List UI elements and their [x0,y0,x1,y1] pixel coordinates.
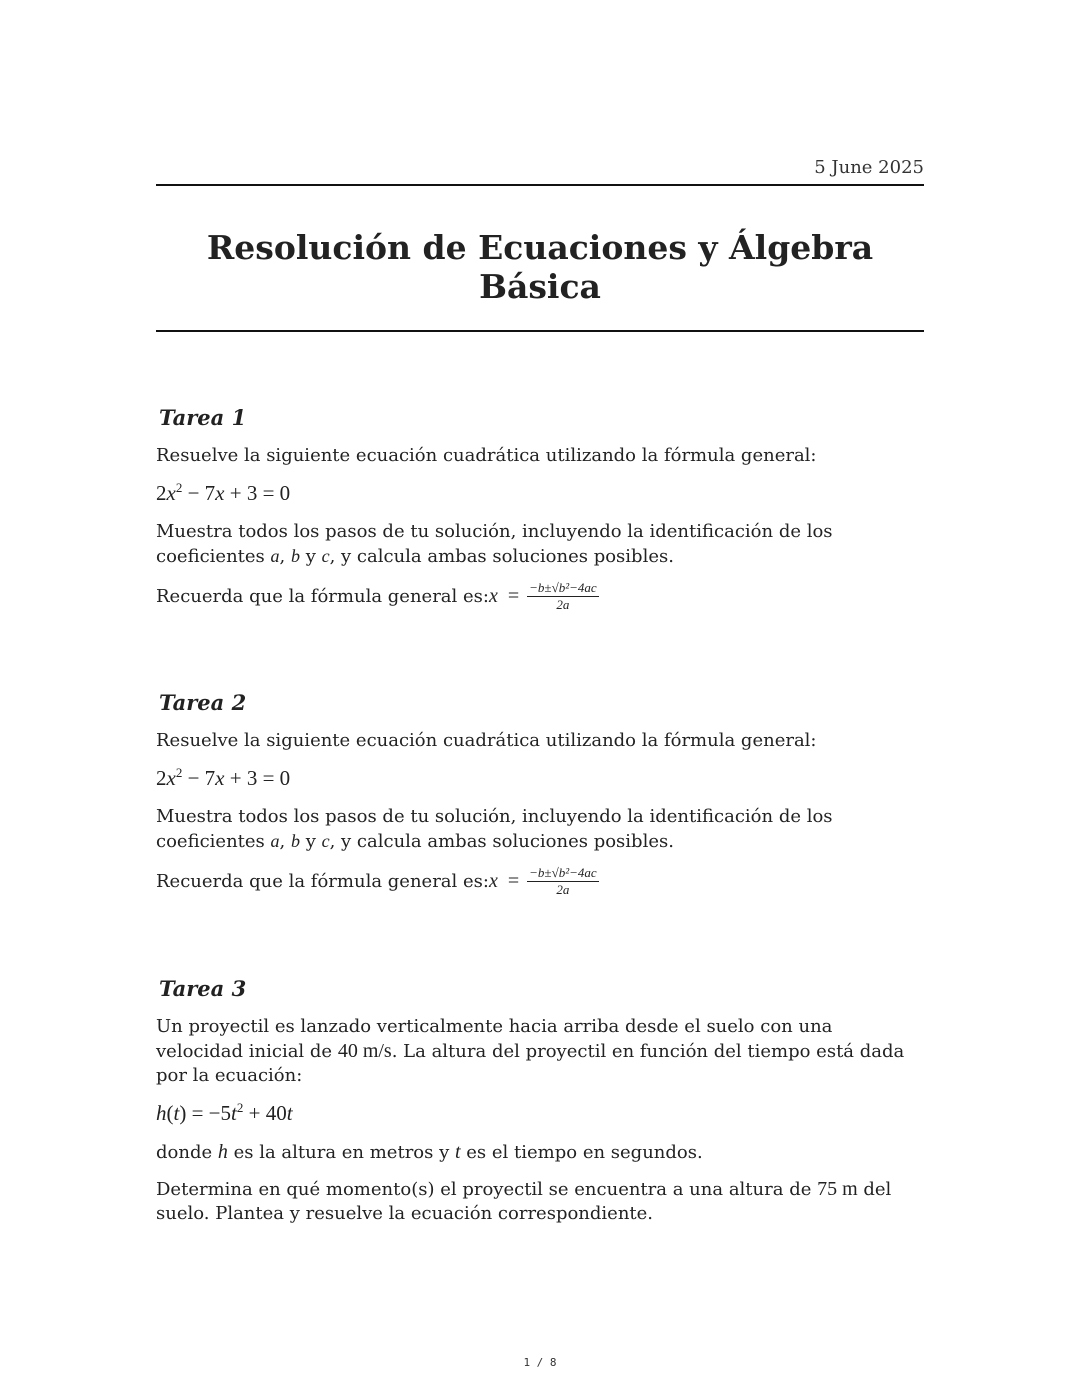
task-1 [156,405,924,624]
task-heading: Tarea 3 [159,976,247,1001]
document-title: Resolución de Ecuaciones y Álgebra Básica [206,228,874,306]
quadratic-formula: $\frac{\text{−b±√b²−4ac}}{2a}$ [529,580,597,612]
header-rule [156,184,924,186]
task-2 [156,690,924,909]
formula-reminder: Recuerda que la fórmula general es: x = $\frac{\text{−b±√b²−4ac}}{2a}$ [156,865,597,897]
task-instructions: Muestra todos los pasos de tu solución, incluyendo la identificación de los coeficientes a, b y c, y calcula ambas soluciones posibles. [156,806,833,852]
task-intro: Resuelve la siguiente ecuación cuadrática utilizando la fórmula general: [156,730,817,751]
quadratic-formula: $\frac{\text{−b±√b²−4ac}}{2a}$ [529,865,597,897]
task-paragraph-3: Determina en qué momento(s) el proyectil se encuentra a una altura de 75 m del suelo. Plantea y resuelve la ecuación correspondiente. [156,1178,892,1224]
task-paragraph-1: Un proyectil es lanzado verticalmente hacia arriba desde el suelo con una velocidad inicial de 40 m/s. La altura del proyectil en función del tiempo está dada por la ecuación: [156,1016,905,1086]
task-heading: Tarea 1 [159,405,247,430]
task-intro: Resuelve la siguiente ecuación cuadrática utilizando la fórmula general: [156,445,817,466]
document-date: 5 June 2025 [814,157,924,178]
task-3 [156,976,924,1238]
formula-reminder: Recuerda que la fórmula general es: x = $\frac{\text{−b±√b²−4ac}}{2a}$ [156,580,597,612]
task-equation: $2x^2 - 7x + 3 = 0$ [156,480,291,505]
page-number: 1 / 8 [523,1356,557,1369]
task-paragraph-2: donde h es la altura en metros y t es el tiempo en segundos. [156,1141,703,1163]
title-rule [156,330,924,332]
task-equation: $h(t) = -5t^2 + 40t$ [156,1100,293,1125]
task-equation: $2x^2 - 7x + 3 = 0$ [156,765,291,790]
task-instructions: Muestra todos los pasos de tu solución, incluyendo la identificación de los coeficientes a, b y c, y calcula ambas soluciones posibles. [156,521,833,567]
task-heading: Tarea 2 [159,690,247,715]
